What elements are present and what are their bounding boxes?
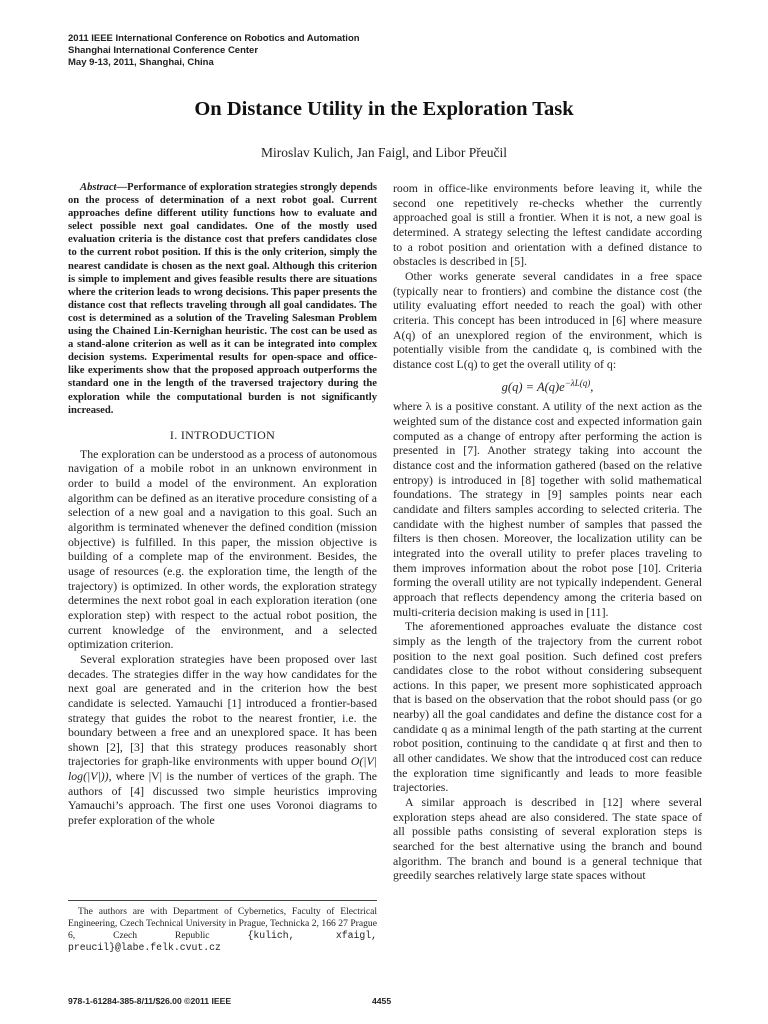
abstract-dash: —: [116, 182, 128, 193]
utility-equation: [393, 376, 702, 395]
page-number: 4455: [372, 996, 392, 1006]
right-paragraph-5: A similar approach is described in [12] where several exploration steps ahead are also considered. The state space of all possible paths consisting of several exploration steps is searched for the best alternative using the branch and bound algorithm. The branch and bound is a general technique that greedily searches relatively large state spaces without: [393, 795, 702, 883]
author-footnote: [68, 906, 377, 954]
equation-exponent: −λL(q): [564, 377, 591, 388]
right-paragraph-1: room in office-like environments before leaving it, while the second one repetitively re-checks whether the currently approached goal is still a frontier. When it is not, a new goal is determined. A strategy selecting the leftest candidate according to a robot position and orientation with a defined distance to obstacles is described in [5].: [393, 181, 702, 269]
intro-paragraph-2: [68, 652, 377, 828]
conference-name: 2011 IEEE International Conference on Robotics and Automation: [68, 33, 360, 44]
abstract-text: Performance of exploration strategies strongly depends on the process of determination of a next robot goal. Current approaches define different utility functions how to evaluate and select possible next goal candidates. One of the mostly used evaluation criteria is the distance cost that prefers candidates close to the current robot position. If this is the only criterion, simply the nearest candidate is chosen as the next goal. Although this criterion is simple to implement and gives feasible results there are situations where the criterion leads to wrong decisions. This paper presents the distance cost that reflects traveling through all goal candidates. The cost is determined as a solution of the Traveling Salesman Problem using the Chained Lin-Kernighan heuristic. The cost can be used as a stand-alone criterion as well as it can be integrated into complex decision systems. Experimental results for open-space and office-like experiments show that the proposed approach outperforms the standard one in the length of the traversed trajectory during the exploration while the computational burden is not significantly increased.: [68, 182, 377, 416]
right-paragraph-4: The aforementioned approaches evaluate the distance cost simply as the length of the trajectory from the current robot position to the next goal position. Such defined cost prefers candidates close to the robot without considering subsequent actions. In this paper, we present more sophisticated approach that is based on the observation that the robot should pass (or go nearby) all the goal candidates and define the distance cost for a candidate q as a minimal length of the path starting at the current robot position, continuing to the candidate q at first and then to all other candidates. We show that the introduced cost can reduce the exploration time significantly and leads to more feasible trajectories.: [393, 619, 702, 795]
right-column: [393, 181, 702, 883]
conference-dates: May 9-13, 2011, Shanghai, China: [68, 57, 214, 68]
copyright-line: 978-1-61284-385-8/11/$26.00 ©2011 IEEE: [68, 996, 232, 1006]
intro-paragraph-2-text-b: , where |V| is the number of vertices of the graph. The authors of [4] discussed two simple heuristics improving Yamauchi’s approach. The first one uses Voronoi diagrams to prefer exploration of the whole: [68, 769, 377, 828]
equation-lhs: g(q) = A(q)e: [501, 379, 565, 394]
section-heading: I. INTRODUCTION: [169, 427, 276, 442]
conference-venue: Shanghai International Conference Center: [68, 45, 259, 56]
paper-authors: Miroslav Kulich, Jan Faigl, and Libor Přeučil: [261, 145, 507, 160]
conference-header: [68, 33, 360, 69]
footnote-divider: [68, 900, 377, 901]
equation-end: ,: [590, 379, 594, 394]
intro-paragraph-2-text-a: Several exploration strategies have been proposed over last decades. The strategies differ in the way how candidates for the next goal are generated and in the criterion how the best candidate is selected. Yamauchi [1] introduced a frontier-based strategy that guides the robot to the nearest frontier, i.e. the boundary between a free and an unexplored space. It has been shown [2], [3] that this strategy produces reasonably short trajectories for graph-like environments with upper bound: [68, 651, 377, 769]
paper-title: On Distance Utility in the Exploration Task: [194, 98, 574, 120]
complexity-formula: O(|V| log(|V|)): [68, 754, 377, 784]
author-emails: {kulich, xfaigl, preucil}@labe.felk.cvut.cz: [68, 929, 377, 953]
left-column: [68, 181, 377, 828]
abstract-label: Abstract: [80, 182, 117, 193]
right-paragraph-2: Other works generate several candidates in a free space (typically near to frontiers) and combine the distance cost (the utility evaluating effort needed to reach the goal) with other criteria. This concept has been introduced in [6] where measure A(q) of an unexplored region of the environment, which is potentially visible from the candidate q, is combined with the distance cost L(q) to get the overall utility of q:: [393, 268, 702, 371]
intro-paragraph-1: The exploration can be understood as a process of autonomous navigation of a mobile robot in an unknown environment in order to build a model of the environment. An exploration algorithm can be defined as an iterative procedure consisting of a selection of a new goal and a navigation to this goal. Such an algorithm is terminated whenever the defined condition (mission objective) is fulfilled. In this paper, the mission objective is building of a complete map of the environment. Besides, the usage of resources (e.g. the exploration time, the length of the trajectory) is optimized. In other words, the exploration strategy determines the next robot goal in each exploration iteration (one exploration step) with respect to the actual robot position, the current knowledge of the environment, and a selected optimization criterion.: [68, 446, 377, 652]
footnote-affiliation: The authors are with Department of Cybernetics, Faculty of Electrical Engineering, Czech Technical University in Prague, Technicka 2, 166 27 Prague 6, Czech Republic: [68, 906, 377, 941]
right-paragraph-3: where λ is a positive constant. A utility of the next action as the weighted sum of the distance cost and expected information gain computed as a change of entropy after performing the action is presented in [7]. Another strategy taking into account the distance cost and the information gathered (based on the relative entropy) is introduced in [8] together with solid mathematical foundations. The strategy in [9] samples points near each candidate and filters samples according to selected criteria. The candidate with the highest number of samples that passed the filters is then chosen. Moreover, the localization utility can be integrated into the overall utility to prefer places traveling to them improves information about the robot pose [10]. Criteria forming the overall utility are not typically independent. General approach that reflects dependency among the criteria based on multi-criteria decision making is used in [11].: [393, 399, 702, 619]
abstract: [68, 181, 377, 417]
